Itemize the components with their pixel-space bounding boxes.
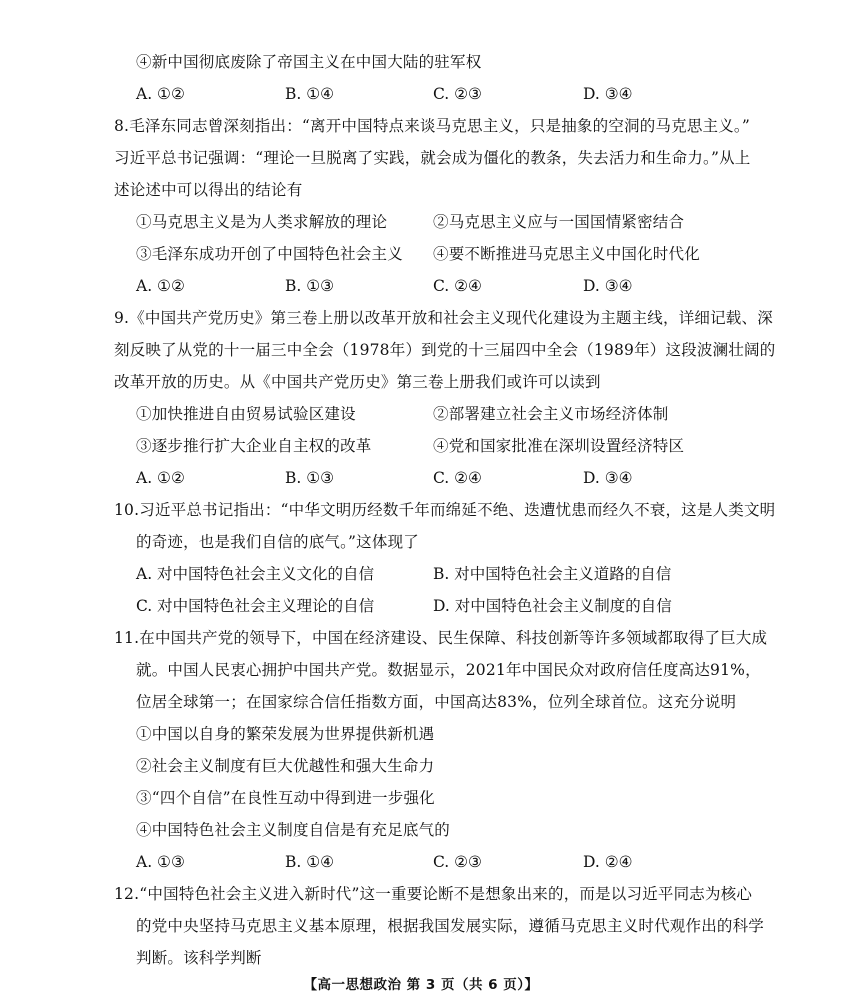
q7-option-a: A. ①② (136, 85, 185, 103)
q8-stem-line-2: 习近平总书记强调：“理论一旦脱离了实践，就会成为僵化的教条，失去活力和生命力。”从上 (114, 149, 751, 167)
q11-item-1: ①中国以自身的繁荣发展为世界提供新机遇 (136, 725, 435, 743)
q11-option-b: B. ①④ (285, 853, 335, 871)
q7-option-c: C. ②③ (433, 85, 482, 103)
q11-option-d: D. ②④ (583, 853, 633, 871)
q8-option-b: B. ①③ (285, 277, 335, 295)
q8-item-2: ②马克思主义应与一国国情紧密结合 (433, 213, 685, 231)
q10-option-c: C. 对中国特色社会主义理论的自信 (136, 597, 375, 615)
q9-stem-line-2: 刻反映了从党的十一届三中全会（1978年）到党的十三届四中全会（1989年）这段波澜壮阔的 (114, 341, 776, 359)
page-footer: 【高一思想政治 第 3 页（共 6 页）】 (303, 977, 539, 993)
q9-option-b: B. ①③ (285, 469, 335, 487)
q11-option-a: A. ①③ (136, 853, 185, 871)
q8-option-a: A. ①② (136, 277, 185, 295)
q10-stem-line-2: 的奇迹，也是我们自信的底气。”这体现了 (136, 533, 419, 551)
q10-stem-line-1: 10.习近平总书记指出：“中华文明历经数千年而绵延不绝、迭遭忧患而经久不衰，这是人类文明 (114, 501, 776, 519)
q9-option-d: D. ③④ (583, 469, 633, 487)
q8-item-4: ④要不断推进马克思主义中国化时代化 (433, 245, 700, 263)
q7-option-d: D. ③④ (583, 85, 633, 103)
q9-option-c: C. ②④ (433, 469, 482, 487)
q12-stem-line-2: 的党中央坚持马克思主义基本原理，根据我国发展实际，遵循马克思主义时代观作出的科学 (136, 917, 765, 935)
q10-option-b: B. 对中国特色社会主义道路的自信 (433, 565, 672, 583)
q11-stem-line-1: 11.在中国共产党的领导下，中国在经济建设、民生保障、科技创新等许多领域都取得了巨大成 (114, 629, 768, 647)
q7-option-b: B. ①④ (285, 85, 335, 103)
q10-option-d: D. 对中国特色社会主义制度的自信 (433, 597, 672, 615)
q11-item-3: ③“四个自信”在良性互动中得到进一步强化 (136, 789, 435, 807)
q9-option-a: A. ①② (136, 469, 185, 487)
q11-stem-line-3: 位居全球第一；在国家综合信任指数方面，中国高达83%，位列全球首位。这充分说明 (136, 693, 737, 711)
q9-item-1: ①加快推进自由贸易试验区建设 (136, 405, 356, 423)
q12-stem-line-3: 判断。该科学判断 (136, 949, 262, 967)
q9-stem-line-1: 9.《中国共产党历史》第三卷上册以改革开放和社会主义现代化建设为主题主线，详细记载、深 (114, 309, 773, 327)
q9-item-2: ②部署建立社会主义市场经济体制 (433, 405, 669, 423)
q8-item-1: ①马克思主义是为人类求解放的理论 (136, 213, 388, 231)
q7-item-4: ④新中国彻底废除了帝国主义在中国大陆的驻军权 (136, 53, 482, 71)
q11-stem-line-2: 就。中国人民衷心拥护中国共产党。数据显示，2021年中国民众对政府信任度高达91%， (136, 661, 761, 679)
q8-option-d: D. ③④ (583, 277, 633, 295)
q9-stem-line-3: 改革开放的历史。从《中国共产党历史》第三卷上册我们或许可以读到 (114, 373, 601, 391)
q12-stem-line-1: 12.“中国特色社会主义进入新时代”这一重要论断不是想象出来的，而是以习近平同志为核心 (114, 885, 753, 903)
q8-stem-line-1: 8.毛泽东同志曾深刻指出：“离开中国特点来谈马克思主义，只是抽象的空洞的马克思主义。” (114, 117, 750, 135)
q8-item-3: ③毛泽东成功开创了中国特色社会主义 (136, 245, 403, 263)
q9-item-3: ③逐步推行扩大企业自主权的改革 (136, 437, 372, 455)
q10-option-a: A. 对中国特色社会主义文化的自信 (136, 565, 375, 583)
q9-item-4: ④党和国家批准在深圳设置经济特区 (433, 437, 685, 455)
q8-stem-line-3: 述论述中可以得出的结论有 (114, 181, 303, 199)
q8-option-c: C. ②④ (433, 277, 482, 295)
q11-item-4: ④中国特色社会主义制度自信是有充足底气的 (136, 821, 451, 839)
q11-option-c: C. ②③ (433, 853, 482, 871)
q11-item-2: ②社会主义制度有巨大优越性和强大生命力 (136, 757, 435, 775)
